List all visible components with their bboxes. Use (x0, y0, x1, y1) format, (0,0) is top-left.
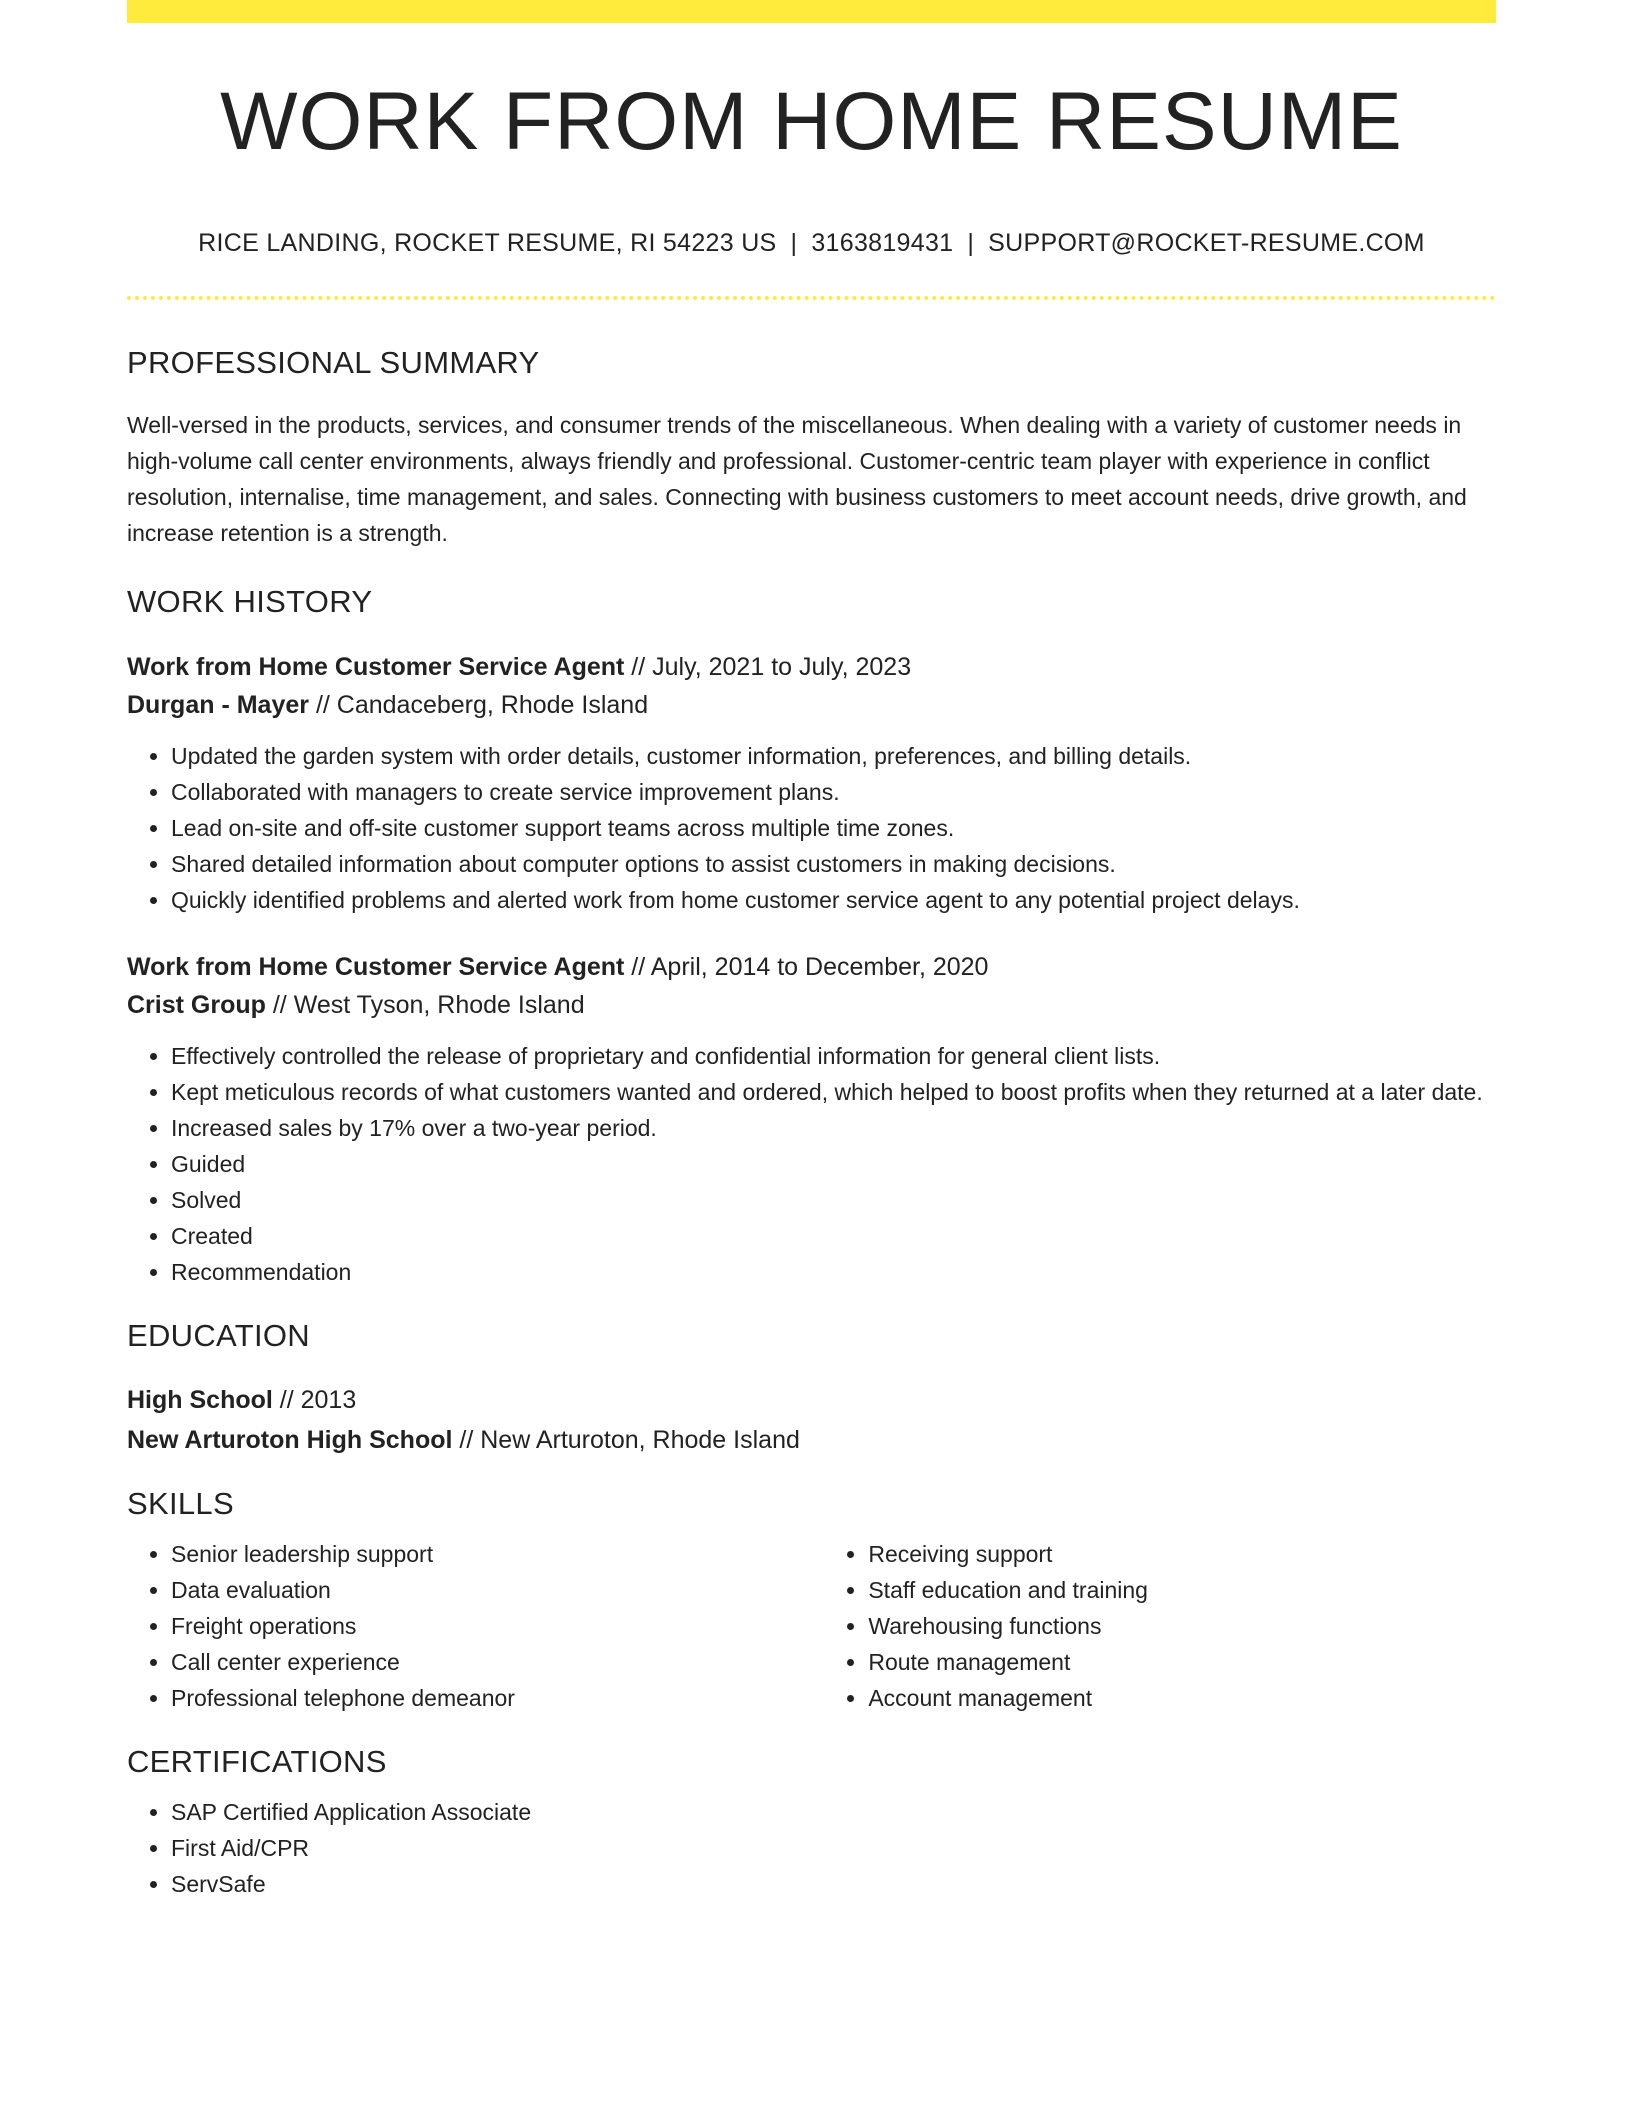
skills-column-right (824, 1536, 1496, 1716)
skill-item: • Senior leadership support (171, 1536, 779, 1572)
skills-column-left (127, 1536, 779, 1716)
contact-email[interactable]: SUPPORT@ROCKET-RESUME.COM (988, 229, 1425, 257)
job-header (127, 648, 1496, 724)
job-bullet: • Increased sales by 17% over a two-year period. (171, 1110, 1496, 1146)
job-bullet: • Effectively controlled the release of proprietary and confidential information for general client lists. (171, 1038, 1496, 1074)
job-title: Work from Home Customer Service Agent (127, 653, 625, 681)
skill-item: • Warehousing functions (868, 1608, 1496, 1644)
skill-item: • Account management (868, 1680, 1496, 1716)
contact-phone[interactable]: 3163819431 (811, 229, 954, 257)
contact-separator: | (790, 229, 798, 257)
job-bullet: • Solved (171, 1182, 1496, 1218)
education-degree: High School (127, 1386, 273, 1414)
job-dates: // July, 2021 to July, 2023 (631, 653, 912, 681)
job-bullet: • Updated the garden system with order details, customer information, preferences, and billing details. (171, 738, 1496, 774)
skill-item: • Route management (868, 1644, 1496, 1680)
job-bullets (127, 738, 1496, 918)
job-company: Durgan - Mayer (127, 691, 309, 719)
contact-separator: | (967, 229, 975, 257)
job-bullet: • Lead on-site and off-site customer support teams across multiple time zones. (171, 810, 1496, 846)
skill-item: • Data evaluation (171, 1572, 779, 1608)
summary-text: Well-versed in the products, services, and consumer trends of the miscellaneous. When dealing with a variety of customer needs in high-volume call center environments, always friendly and professional. Customer-centric team player with experience in conflict resolution, internalise, time management, and sales. Connecting with business customers to meet account needs, drive growth, and increase retention is a strength. (127, 412, 1467, 546)
dotted-divider (127, 296, 1496, 300)
skill-item: • Call center experience (171, 1644, 779, 1680)
job-bullet: • Kept meticulous records of what customers wanted and ordered, which helped to boost profits when they returned at a later date. (171, 1074, 1496, 1110)
certification-item: • ServSafe (171, 1866, 1496, 1902)
job-company: Crist Group (127, 991, 266, 1019)
job-dates: // April, 2014 to December, 2020 (631, 953, 989, 981)
education-entry (127, 1380, 1496, 1460)
job-bullet: • Guided (171, 1146, 1496, 1182)
job-entry (127, 648, 1496, 918)
skills-heading: SKILLS (127, 1486, 234, 1521)
summary-heading: PROFESSIONAL SUMMARY (127, 345, 540, 380)
resume-page (127, 0, 1496, 1902)
contact-address: RICE LANDING, ROCKET RESUME, RI 54223 US (198, 229, 777, 257)
job-location: // West Tyson, Rhode Island (272, 991, 585, 1019)
certification-item: • SAP Certified Application Associate (171, 1794, 1496, 1830)
education-location: // New Arturoton, Rhode Island (459, 1426, 800, 1454)
certification-item: • First Aid/CPR (171, 1830, 1496, 1866)
accent-top-bar (127, 0, 1496, 23)
job-bullet: • Quickly identified problems and alerted work from home customer service agent to any potential project delays. (171, 882, 1496, 918)
skills-grid (127, 1536, 1496, 1716)
education-year: // 2013 (279, 1386, 357, 1414)
resume-title: WORK FROM HOME RESUME (220, 76, 1403, 167)
work-history-heading: WORK HISTORY (127, 584, 373, 619)
job-title: Work from Home Customer Service Agent (127, 953, 625, 981)
education-heading: EDUCATION (127, 1318, 310, 1353)
job-bullets (127, 1038, 1496, 1290)
skill-item: • Professional telephone demeanor (171, 1680, 779, 1716)
skill-item: • Staff education and training (868, 1572, 1496, 1608)
job-header (127, 948, 1496, 1024)
job-entry (127, 948, 1496, 1290)
job-bullet: • Shared detailed information about computer options to assist customers in making decisions. (171, 846, 1496, 882)
job-bullet: • Collaborated with managers to create service improvement plans. (171, 774, 1496, 810)
certifications-list (127, 1794, 1496, 1902)
job-location: // Candaceberg, Rhode Island (315, 691, 649, 719)
contact-line (127, 229, 1496, 258)
education-school: New Arturoton High School (127, 1426, 453, 1454)
job-bullet: • Created (171, 1218, 1496, 1254)
skill-item: • Freight operations (171, 1608, 779, 1644)
certifications-heading: CERTIFICATIONS (127, 1744, 387, 1779)
skill-item: • Receiving support (868, 1536, 1496, 1572)
job-bullet: • Recommendation (171, 1254, 1496, 1290)
